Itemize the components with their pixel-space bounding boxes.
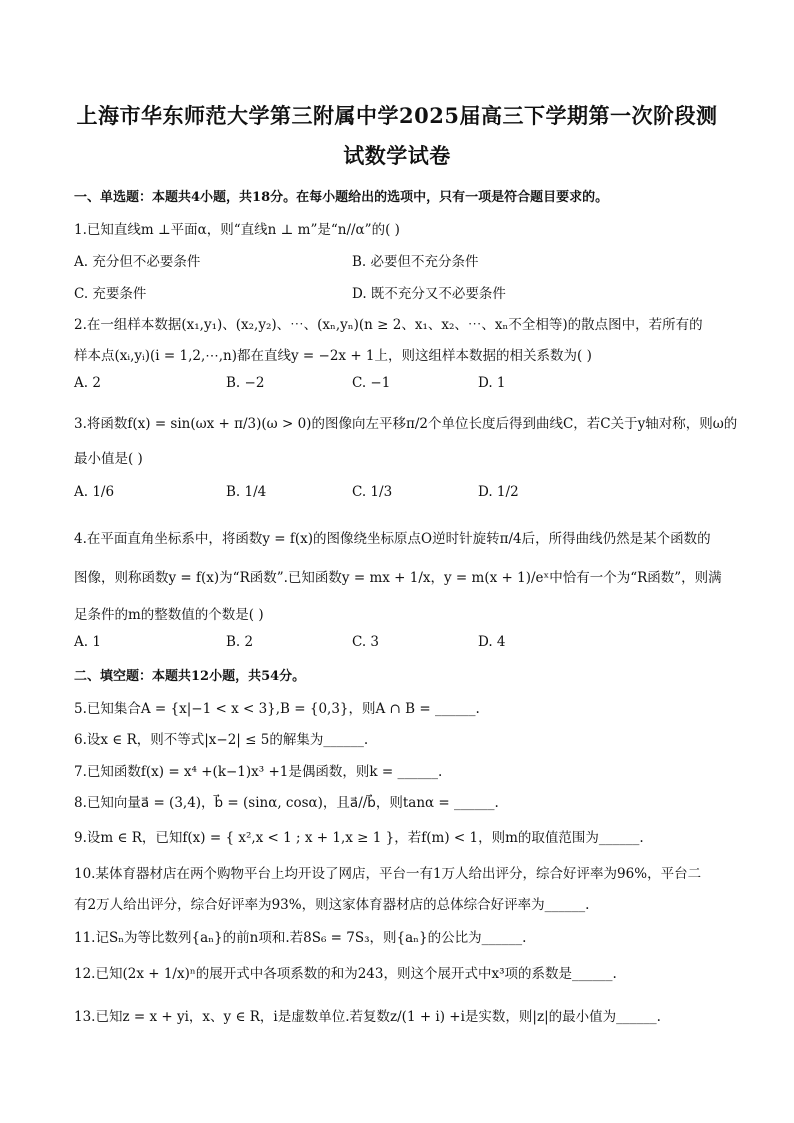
question-3-line1: 3.将函数f(x) = sin(ωx + π/3)(ω > 0)的图像向左平移π/2个单位长度后得到曲线C，若C关于y轴对称，则ω的 — [74, 416, 738, 432]
question-12: 12.已知(2x + 1/x)ⁿ的展开式中各项系数的和为243，则这个展开式中x³项的系数是______. — [74, 966, 617, 982]
question-2-line1: 2.在一组样本数据(x₁,y₁)、(x₂,y₂)、⋯、(xₙ,yₙ)(n ≥ 2、x₁、x₂、⋯、xₙ不全相等)的散点图中，若所有的 — [74, 317, 703, 333]
q1-option-c: C. 充要条件 — [74, 286, 147, 302]
q4-option-d: D. 4 — [478, 634, 506, 650]
question-1: 1.已知直线m ⊥平面α，则“直线n ⊥ m”是“n//α”的( ) — [74, 222, 400, 238]
question-3-line2: 最小值是( ) — [74, 451, 143, 467]
q2-option-d: D. 1 — [478, 375, 506, 391]
exam-title-line2: 试数学试卷 — [343, 143, 451, 168]
q3-option-a: A. 1/6 — [74, 484, 115, 500]
q2-option-b: B. −2 — [226, 375, 265, 391]
q2-option-a: A. 2 — [74, 375, 101, 391]
question-4-line2: 图像，则称函数y = f(x)为“R函数”.已知函数y = mx + 1/x，y = m(x + 1)/eˣ中恰有一个为“R函数”，则满 — [74, 570, 722, 586]
exam-title-line1: 上海市华东师范大学第三附属中学2025届高三下学期第一次阶段测 — [76, 103, 718, 128]
q1-option-d: D. 既不充分又不必要条件 — [352, 286, 506, 302]
q3-option-d: D. 1/2 — [478, 484, 519, 500]
q1-option-b: B. 必要但不充分条件 — [352, 254, 479, 270]
question-13: 13.已知z = x + yi，x、y ∈ R，i是虚数单位.若复数z/(1 + i) +i是实数，则|z|的最小值为______. — [74, 1009, 661, 1025]
q4-option-b: B. 2 — [226, 634, 254, 650]
question-7: 7.已知函数f(x) = x⁴ +(k−1)x³ +1是偶函数，则k = ______. — [74, 764, 443, 780]
question-10-line1: 10.某体育器材店在两个购物平台上均开设了网店，平台一有1万人给出评分，综合好评率为96%，平台二 — [74, 866, 702, 882]
q4-option-c: C. 3 — [352, 634, 380, 650]
section-fill-in: 二、填空题：本题共12小题，共54分。 — [74, 669, 306, 684]
question-10-line2: 有2万人给出评分，综合好评率为93%，则这家体育器材店的总体综合好评率为______. — [74, 897, 590, 913]
question-6: 6.设x ∈ R，则不等式|x−2| ≤ 5的解集为______. — [74, 732, 369, 748]
question-2-line2: 样本点(xᵢ,yᵢ)(i = 1,2,⋯,n)都在直线y = −2x + 1上，则这组样本数据的相关系数为( ) — [74, 348, 592, 364]
question-4-line1: 4.在平面直角坐标系中，将函数y = f(x)的图像绕坐标原点O逆时针旋转π/4后，所得曲线仍然是某个函数的 — [74, 531, 711, 547]
question-8: 8.已知向量a⃗ = (3,4)，b⃗ = (sinα, cosα)，且a⃗//b⃗，则tanα = ______. — [74, 795, 499, 811]
question-9: 9.设m ∈ R，已知f(x) = { x²,x < 1 ; x + 1,x ≥ 1 }，若f(m) < 1，则m的取值范围为______. — [74, 830, 644, 846]
question-5: 5.已知集合A = {x|−1 < x < 3},B = {0,3}，则A ∩ B = ______. — [74, 701, 480, 717]
q1-option-a: A. 充分但不必要条件 — [74, 254, 201, 270]
section-single-choice: 一、单选题：本题共4小题，共18分。在每小题给出的选项中，只有一项是符合题目要求的。 — [74, 190, 609, 205]
q4-option-a: A. 1 — [74, 634, 101, 650]
q3-option-c: C. 1/3 — [352, 484, 393, 500]
question-4-line3: 足条件的m的整数值的个数是( ) — [74, 607, 264, 623]
q3-option-b: B. 1/4 — [226, 484, 267, 500]
question-11: 11.记Sₙ为等比数列{aₙ}的前n项和.若8S₆ = 7S₃，则{aₙ}的公比为______. — [74, 930, 527, 946]
q2-option-c: C. −1 — [352, 375, 391, 391]
